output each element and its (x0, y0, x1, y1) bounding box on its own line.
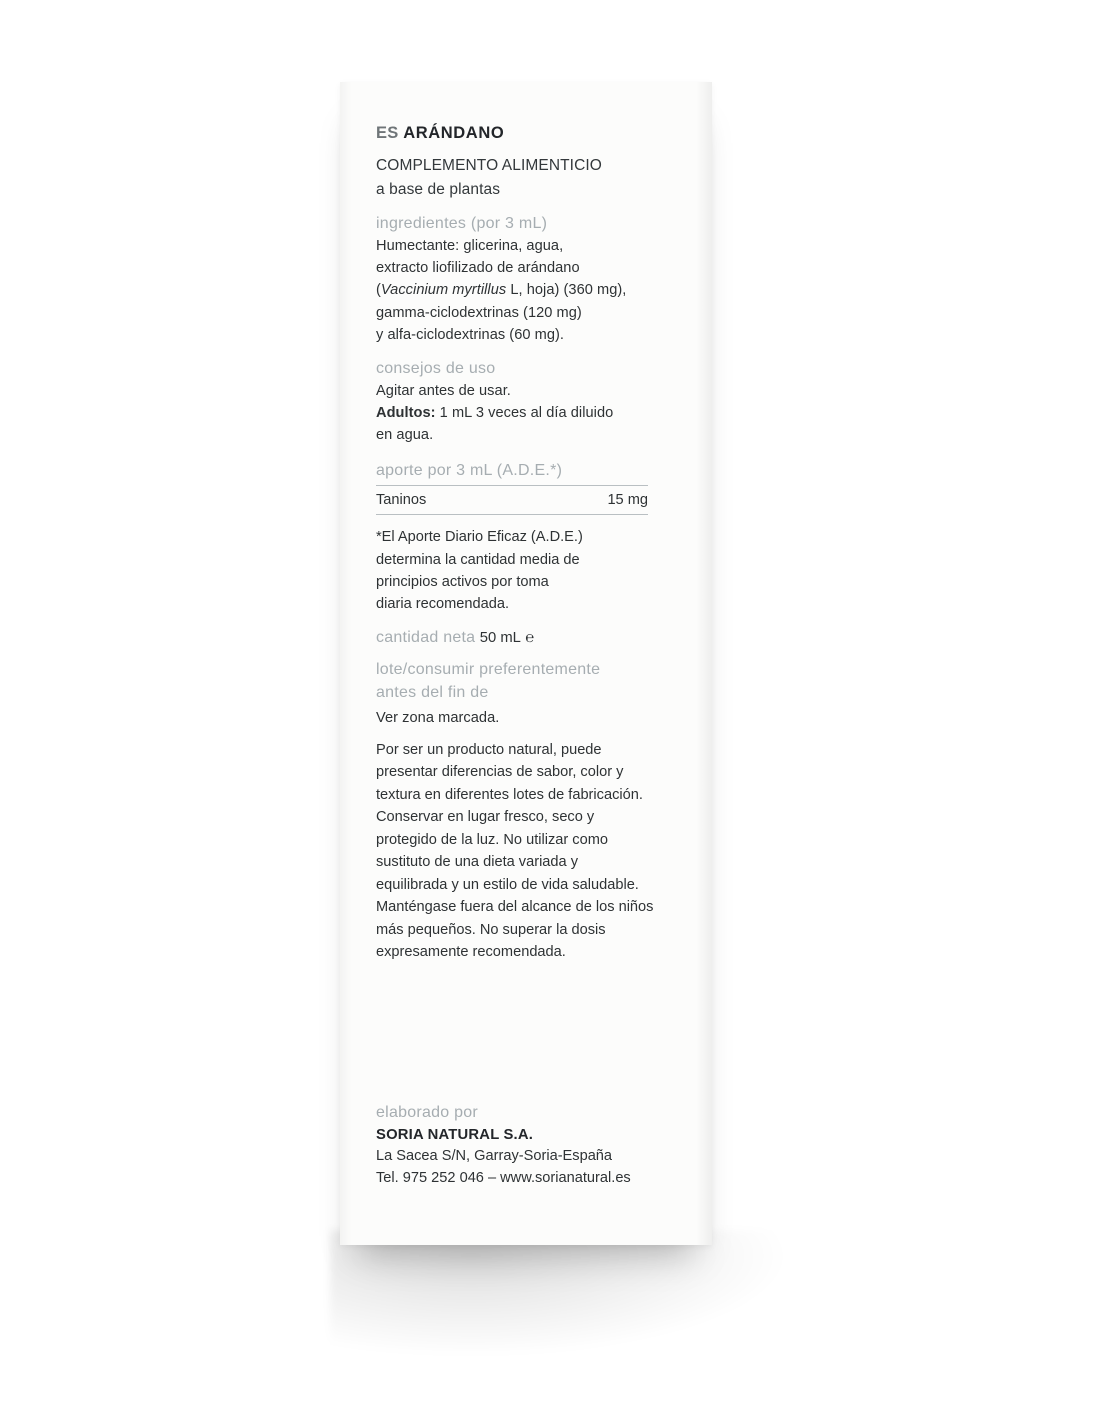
language-code: ES (376, 124, 399, 142)
estimated-sign-icon: ℮ (525, 630, 535, 647)
warning-line-10: expresamente recomendada. (376, 943, 566, 960)
product-name: ARÁNDANO (403, 124, 505, 142)
latin-name: Vaccinium myrtillus (380, 282, 507, 299)
lot-value: Ver zona marcada. (376, 709, 500, 726)
warnings-paragraph (376, 739, 676, 964)
net-quantity-value: 50 mL (479, 630, 521, 647)
ade-footnote-line-3: principios activos por toma (376, 573, 549, 590)
ade-footnote-line-4: diaria recomendada. (376, 595, 510, 612)
manufacturer-name: SORIA NATURAL S.A. (376, 1127, 534, 1143)
manufacturer-block (376, 1104, 676, 1190)
warning-line-9: más pequeños. No superar la dosis (376, 921, 606, 938)
ingredients-line-5: y alfa-ciclodextrinas (60 mg). (376, 326, 565, 343)
usage-line-3: en agua. (376, 427, 434, 444)
warning-line-3: textura en diferentes lotes de fabricación. (376, 786, 643, 803)
lot-heading-line-2: antes del fin de (376, 683, 489, 701)
table-row (376, 486, 648, 515)
ingredients-line-4: gamma-ciclodextrinas (120 mg) (376, 304, 582, 321)
warning-line-5: protegido de la luz. No utilizar como (376, 831, 608, 848)
warning-line-8: Manténgase fuera del alcance de los niños (376, 899, 654, 916)
product-label-text (376, 124, 676, 963)
ingredients-line-2: extracto liofilizado de arándano (376, 260, 580, 277)
net-quantity-label: cantidad neta (376, 629, 476, 647)
warning-line-4: Conservar en lugar fresco, seco y (376, 809, 595, 826)
net-quantity (376, 629, 676, 647)
ade-footnote (376, 526, 676, 615)
paren-open: ( (376, 282, 381, 299)
product-subtitle-line-2: a base de plantas (376, 180, 501, 198)
warning-line-6: sustituto de una dieta variada y (376, 854, 579, 871)
manufacturer-heading: elaborado por (376, 1104, 478, 1121)
ingredients-body (376, 235, 676, 346)
usage-body (376, 380, 676, 447)
carton-drop-shadow (330, 1230, 800, 1360)
usage-heading: consejos de uso (376, 359, 496, 377)
ade-footnote-line-2: determina la cantidad media de (376, 551, 580, 568)
nutrient-name: Taninos (376, 492, 427, 509)
nutrient-value: 15 mg (607, 492, 648, 509)
usage-adults-label: Adultos: (376, 405, 436, 422)
warning-line-7: equilibrada y un estilo de vida saludable. (376, 876, 639, 893)
lot-block (376, 659, 676, 729)
usage-adults-text: 1 mL 3 veces al día diluido (435, 405, 614, 422)
ingredients-line-3 (376, 279, 676, 301)
product-subtitle-line-1: COMPLEMENTO ALIMENTICIO (376, 157, 602, 174)
product-carton (340, 82, 712, 1245)
warning-line-1: Por ser un producto natural, puede (376, 741, 602, 758)
ade-footnote-line-1: *El Aporte Diario Eficaz (A.D.E.) (376, 529, 583, 546)
manufacturer-contact: Tel. 975 252 046 – www.sorianatural.es (376, 1170, 631, 1187)
ingredients-line-3-rest: L, hoja) (360 mg), (506, 282, 627, 299)
ingredients-heading: ingredientes (por 3 mL) (376, 215, 548, 233)
usage-line-1: Agitar antes de usar. (376, 382, 511, 399)
ingredients-line-1: Humectante: glicerina, agua, (376, 238, 564, 255)
label-header (376, 124, 676, 143)
manufacturer-address: La Sacea S/N, Garray-Soria-España (376, 1148, 613, 1165)
lot-heading-line-1: lote/consumir preferentemente (376, 661, 601, 679)
warning-line-2: presentar diferencias de sabor, color y (376, 764, 624, 781)
usage-line-2 (376, 402, 676, 424)
aporte-heading: aporte por 3 mL (A.D.E.*) (376, 462, 648, 486)
